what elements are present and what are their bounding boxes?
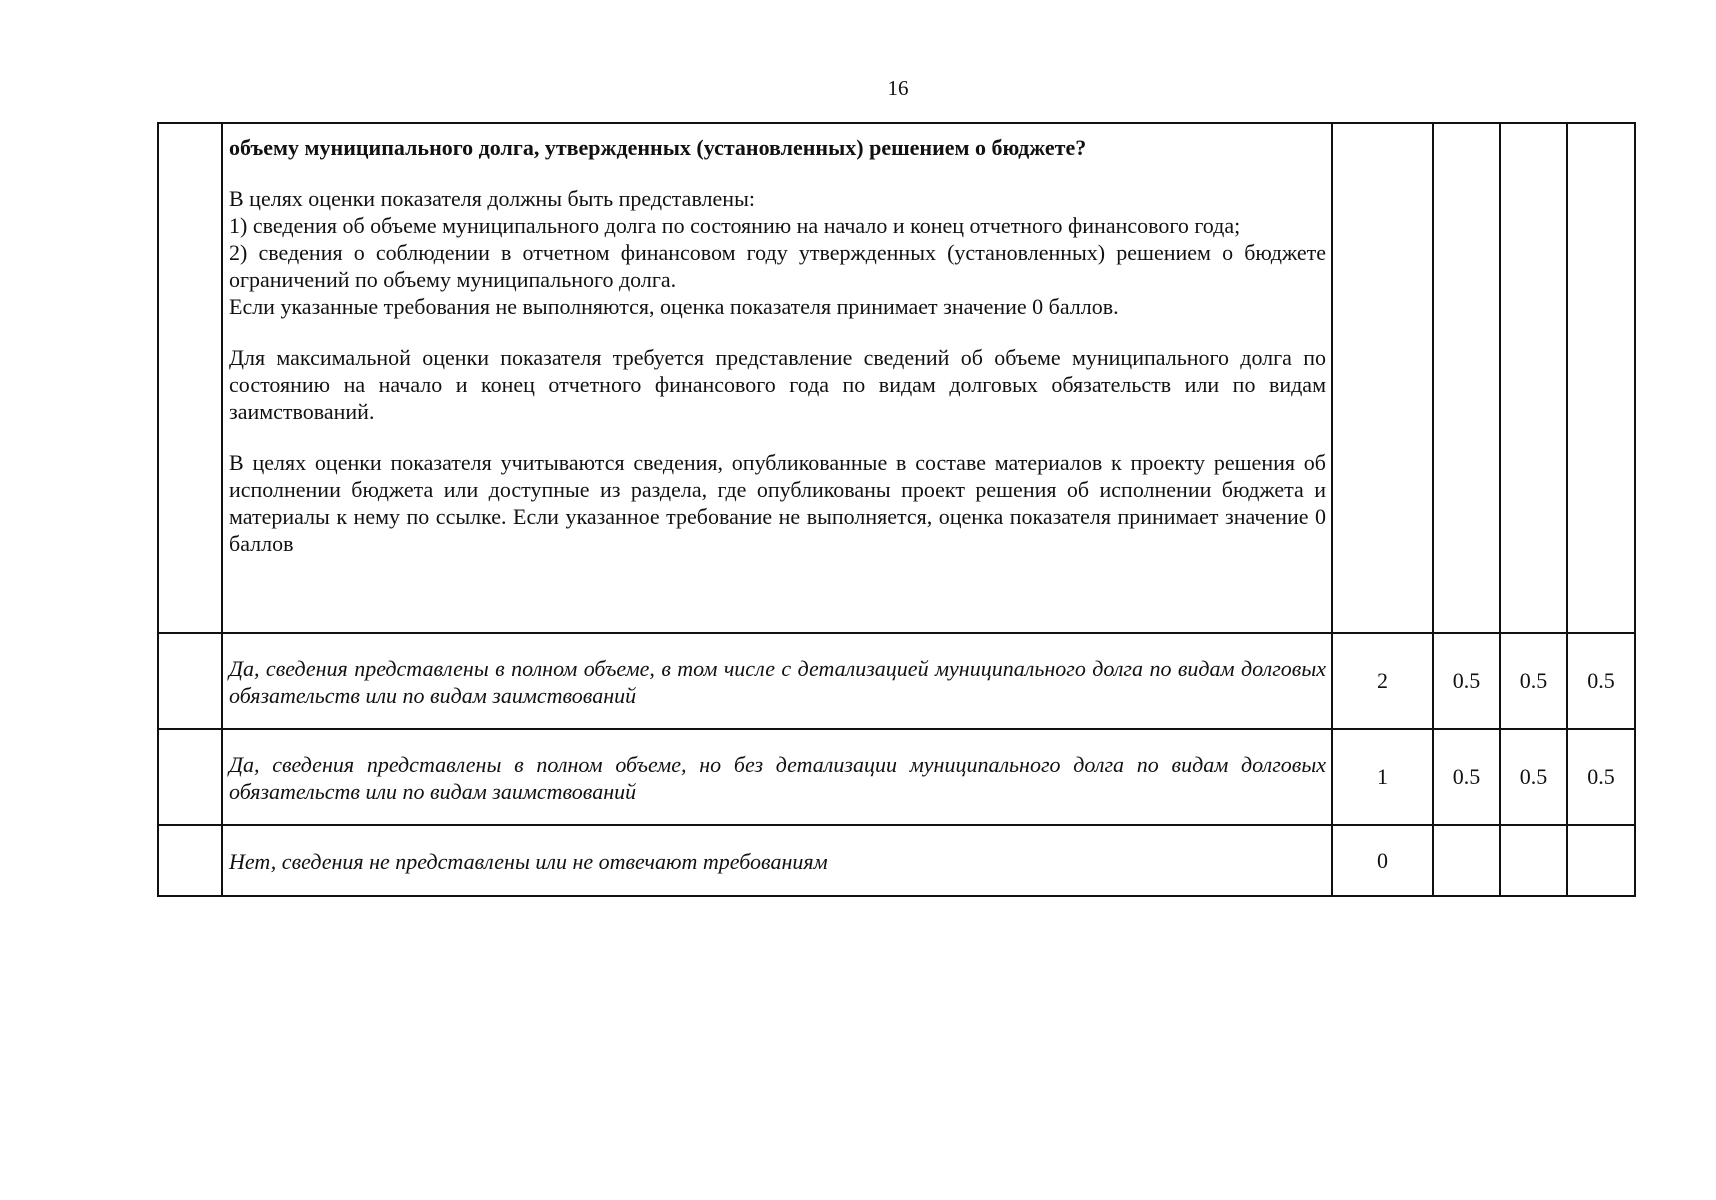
score-value: 2	[1332, 633, 1433, 729]
coef-value	[1500, 825, 1567, 896]
coef-cell	[1433, 123, 1500, 633]
question-row	[158, 123, 1635, 633]
question-text: объему муниципального долга, утвержденных (установленных) решением о бюджете?	[229, 135, 1087, 160]
coef-cell	[1500, 123, 1567, 633]
requirement-1: 1) сведения об объеме муниципального долга по состоянию на начало и конец отчетного финансового года;	[229, 213, 1241, 238]
answer-text: Нет, сведения не представлены или не отвечают требованиям	[222, 825, 1332, 896]
max-rating-note: Для максимальной оценки показателя требуется представление сведений об объеме муниципального долга по состоянию на начало и конец отчетного финансового года по видам долговых обязательств или по видам заимствований.	[229, 345, 1326, 424]
coef-value	[1567, 825, 1635, 896]
score-cell	[1332, 123, 1433, 633]
coef-cell	[1567, 123, 1635, 633]
page-number: 16	[887, 76, 909, 100]
requirements-intro: В целях оценки показателя должны быть представлены:	[229, 186, 755, 211]
number-cell	[158, 729, 222, 825]
coef-value: 0.5	[1433, 729, 1500, 825]
answer-row	[158, 825, 1635, 896]
coef-value: 0.5	[1500, 633, 1567, 729]
question-cell	[222, 123, 1332, 633]
number-cell	[158, 825, 222, 896]
coef-value: 0.5	[1567, 633, 1635, 729]
coef-value: 0.5	[1500, 729, 1567, 825]
requirement-fail-note: Если указанные требования не выполняются, оценка показателя принимает значение 0 баллов.	[229, 294, 1119, 319]
answer-row	[158, 729, 1635, 825]
answer-text: Да, сведения представлены в полном объеме, в том числе с детализацией муниципального долга по видам долговых обязательств или по видам заимствований	[222, 633, 1332, 729]
answer-text: Да, сведения представлены в полном объеме, но без детализации муниципального долга по видам долговых обязательств или по видам заимствований	[222, 729, 1332, 825]
coef-value	[1433, 825, 1500, 896]
coef-value: 0.5	[1567, 729, 1635, 825]
answer-row	[158, 633, 1635, 729]
score-value: 0	[1332, 825, 1433, 896]
score-value: 1	[1332, 729, 1433, 825]
evaluation-table	[157, 122, 1636, 897]
number-cell	[158, 123, 222, 633]
requirement-2: 2) сведения о соблюдении в отчетном финансовом году утвержденных (установленных) решением о бюджете ограничений по объему муниципального долга.	[229, 240, 1326, 292]
number-cell	[158, 633, 222, 729]
source-note: В целях оценки показателя учитываются сведения, опубликованные в составе материалов к проекту решения об исполнении бюджета или доступные из раздела, где опубликованы проект решения об исполнении бюджета и материалы к нему по ссылке. Если указанное требование не выполняется, оценка показателя принимает значение 0 баллов	[229, 450, 1326, 556]
coef-value: 0.5	[1433, 633, 1500, 729]
